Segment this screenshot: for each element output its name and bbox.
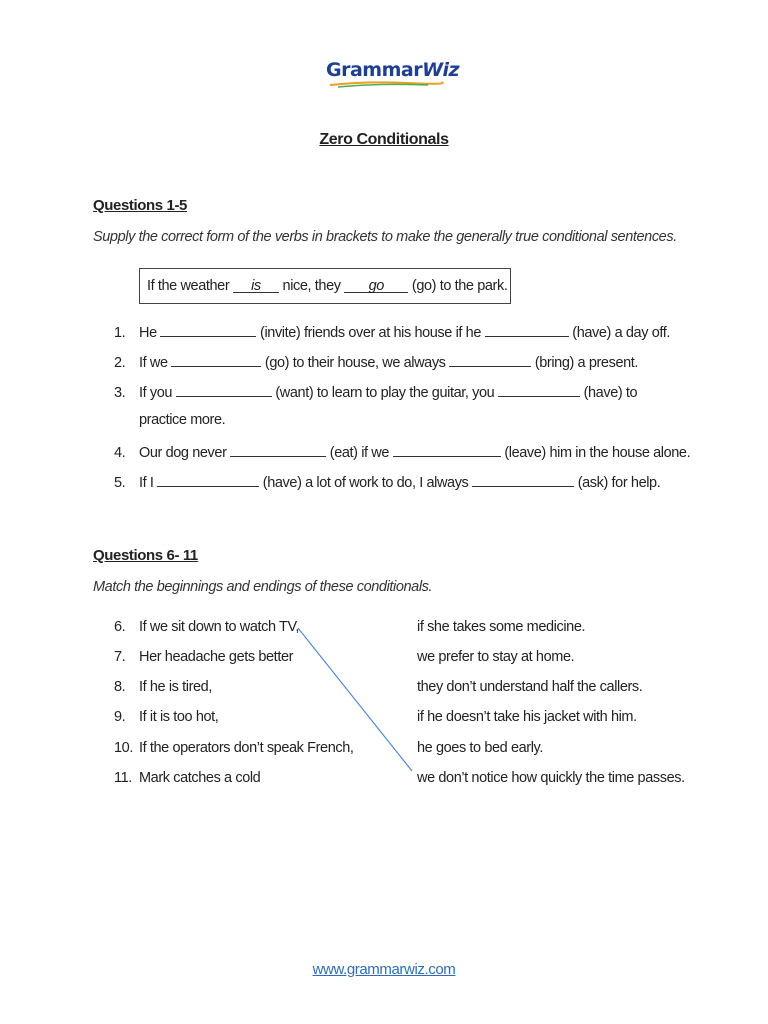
match-left-text: Mark catches a cold xyxy=(139,770,261,786)
question-text: (ask) for help. xyxy=(577,475,661,491)
question-number: 7. xyxy=(114,649,126,665)
question-text: (eat) if we xyxy=(329,445,390,461)
question-text: (bring) a present. xyxy=(534,355,639,371)
match-left-text: If he is tired, xyxy=(139,679,212,695)
match-right-a: if she takes some medicine. xyxy=(417,619,586,635)
footer-link[interactable]: www.grammarwiz.com xyxy=(312,961,456,978)
question-text: If we xyxy=(139,355,168,371)
section2-heading: Questions 6- 11 xyxy=(93,547,198,564)
question-3-continuation: practice more. xyxy=(139,412,226,428)
question-text: (want) to learn to play the guitar, you xyxy=(275,385,495,401)
match-right-d: if he doesn’t take his jacket with him. xyxy=(417,709,637,725)
example-answer-1: is xyxy=(233,278,279,293)
match-right-c: they don’t understand half the callers. xyxy=(417,679,643,695)
question-number: 9. xyxy=(114,709,126,725)
match-right-e: he goes to bed early. xyxy=(417,740,543,756)
logo-text-grammar: Grammar xyxy=(326,59,423,81)
match-right-b: we prefer to stay at home. xyxy=(417,649,575,665)
question-text: (have) to xyxy=(583,385,638,401)
question-number: 6. xyxy=(114,619,126,635)
section1-instruction: Supply the correct form of the verbs in brackets to make the generally true conditional sentences. xyxy=(93,229,677,245)
question-text: (go) to their house, we always xyxy=(264,355,446,371)
question-text: (leave) him in the house alone. xyxy=(504,445,691,461)
section1-heading: Questions 1-5 xyxy=(93,197,187,214)
question-text: (have) a day off. xyxy=(572,325,670,341)
question-text: He xyxy=(139,325,157,341)
example-answer-2: go xyxy=(344,278,408,293)
question-text: Our dog never xyxy=(139,445,227,461)
question-number: 8. xyxy=(114,679,126,695)
match-left-text: If the operators don’t speak French, xyxy=(139,740,354,756)
match-right-f: we don’t notice how quickly the time passes. xyxy=(417,770,685,786)
question-text: (have) a lot of work to do, I always xyxy=(262,475,469,491)
example-mid: nice, they xyxy=(282,278,341,294)
match-left-text: Her headache gets better xyxy=(139,649,294,665)
question-number: 11. xyxy=(114,770,132,786)
logo-text-wiz: Wiz xyxy=(422,59,460,81)
question-number: 5. xyxy=(114,475,126,491)
question-text: If you xyxy=(139,385,173,401)
question-text: (invite) friends over at his house if he xyxy=(260,325,481,341)
page-title: Zero Conditionals xyxy=(319,131,449,148)
question-text: If I xyxy=(139,475,154,491)
example-pre: If the weather xyxy=(147,278,230,294)
question-number: 10. xyxy=(114,740,133,756)
match-left-text: If we sit down to watch TV, xyxy=(139,619,300,635)
question-number: 1. xyxy=(114,325,126,341)
section2-instruction: Match the beginnings and endings of these conditionals. xyxy=(93,579,433,595)
question-number: 3. xyxy=(114,385,126,401)
example-post: (go) to the park. xyxy=(411,278,508,294)
question-number: 2. xyxy=(114,355,126,371)
match-left-text: If it is too hot, xyxy=(139,709,219,725)
question-number: 4. xyxy=(114,445,126,461)
